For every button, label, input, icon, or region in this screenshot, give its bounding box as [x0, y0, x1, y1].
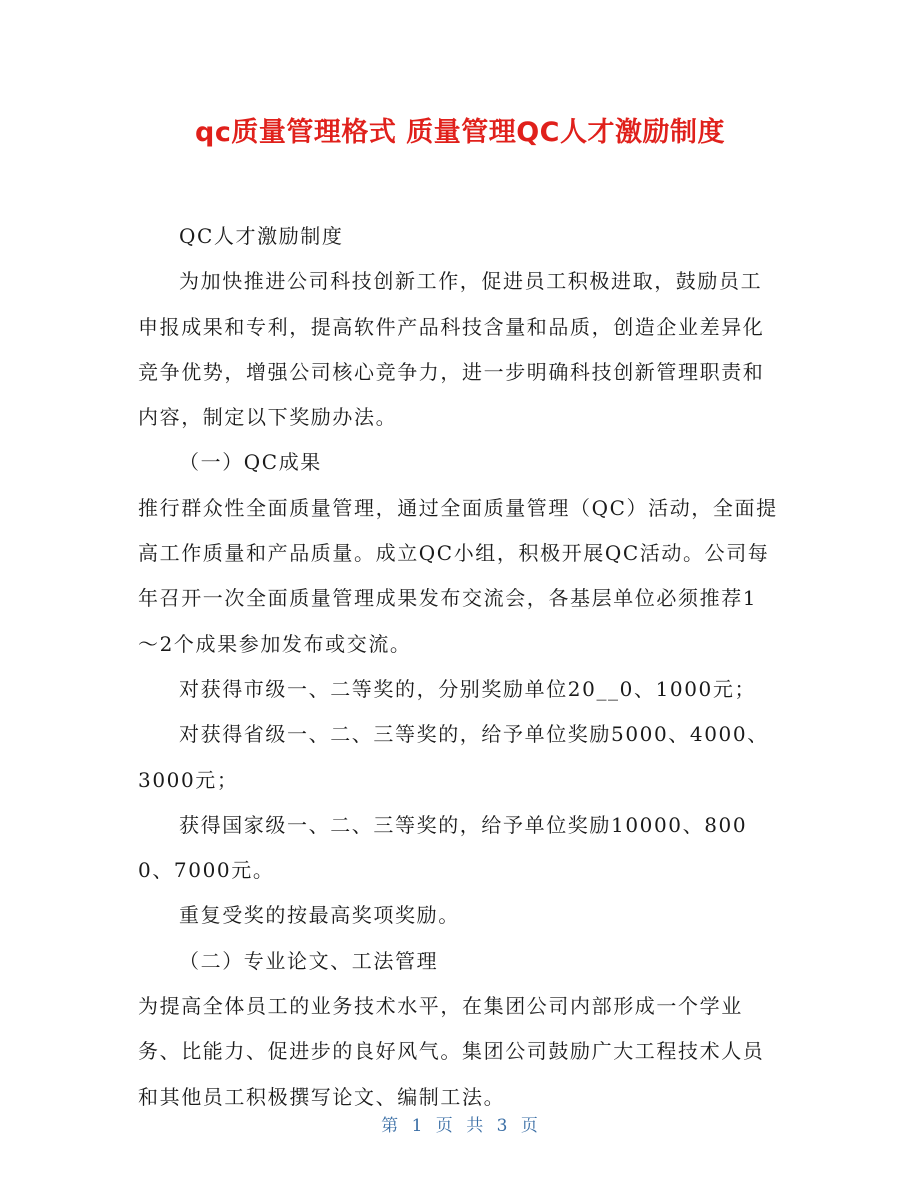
- reward-province-paragraph: 对获得省级一、二、三等奖的，给予单位奖励5000、4000、3000元；: [138, 722, 769, 792]
- subsection-heading-papers: （二）专业论文、工法管理: [179, 948, 439, 973]
- document-body: [138, 214, 778, 1120]
- intro-paragraph: 为加快推进公司科技创新工作，促进员工积极进取，鼓励员工申报成果和专利，提高软件产品科技含量和品质，创造企业差异化竞争优势，增强公司核心竞争力，进一步明确科技创新管理职责和内容，制定以下奖励办法。: [138, 269, 765, 430]
- page-footer: 第 1 页 共 3 页: [381, 1116, 539, 1136]
- repeat-award-paragraph: 重复受奖的按最高奖项奖励。: [179, 903, 460, 928]
- reward-city-paragraph: 对获得市级一、二等奖的，分别奖励单位20__0、1000元；: [179, 676, 757, 701]
- reward-national-paragraph: 获得国家级一、二、三等奖的，给予单位奖励10000、8000、7000元。: [138, 812, 748, 883]
- document-title: qc质量管理格式 质量管理QC人才激励制度: [195, 117, 725, 148]
- papers-paragraph: 为提高全体员工的业务技术水平，在集团公司内部形成一个学业务、比能力、促进步的良好风气。集团公司鼓励广大工程技术人员和其他员工积极撰写论文、编制工法。: [138, 994, 765, 1109]
- section-heading: QC人才激励制度: [179, 224, 344, 248]
- subsection-heading-qc: （一）QC成果: [179, 450, 322, 475]
- qc-paragraph: 推行群众性全面质量管理，通过全面质量管理（QC）活动，全面提高工作质量和产品质量。成立QC小组，积极开展QC活动。公司每年召开一次全面质量管理成果发布交流会，各基层单位必须推荐1～2个成果参加发布或交流。: [138, 495, 778, 656]
